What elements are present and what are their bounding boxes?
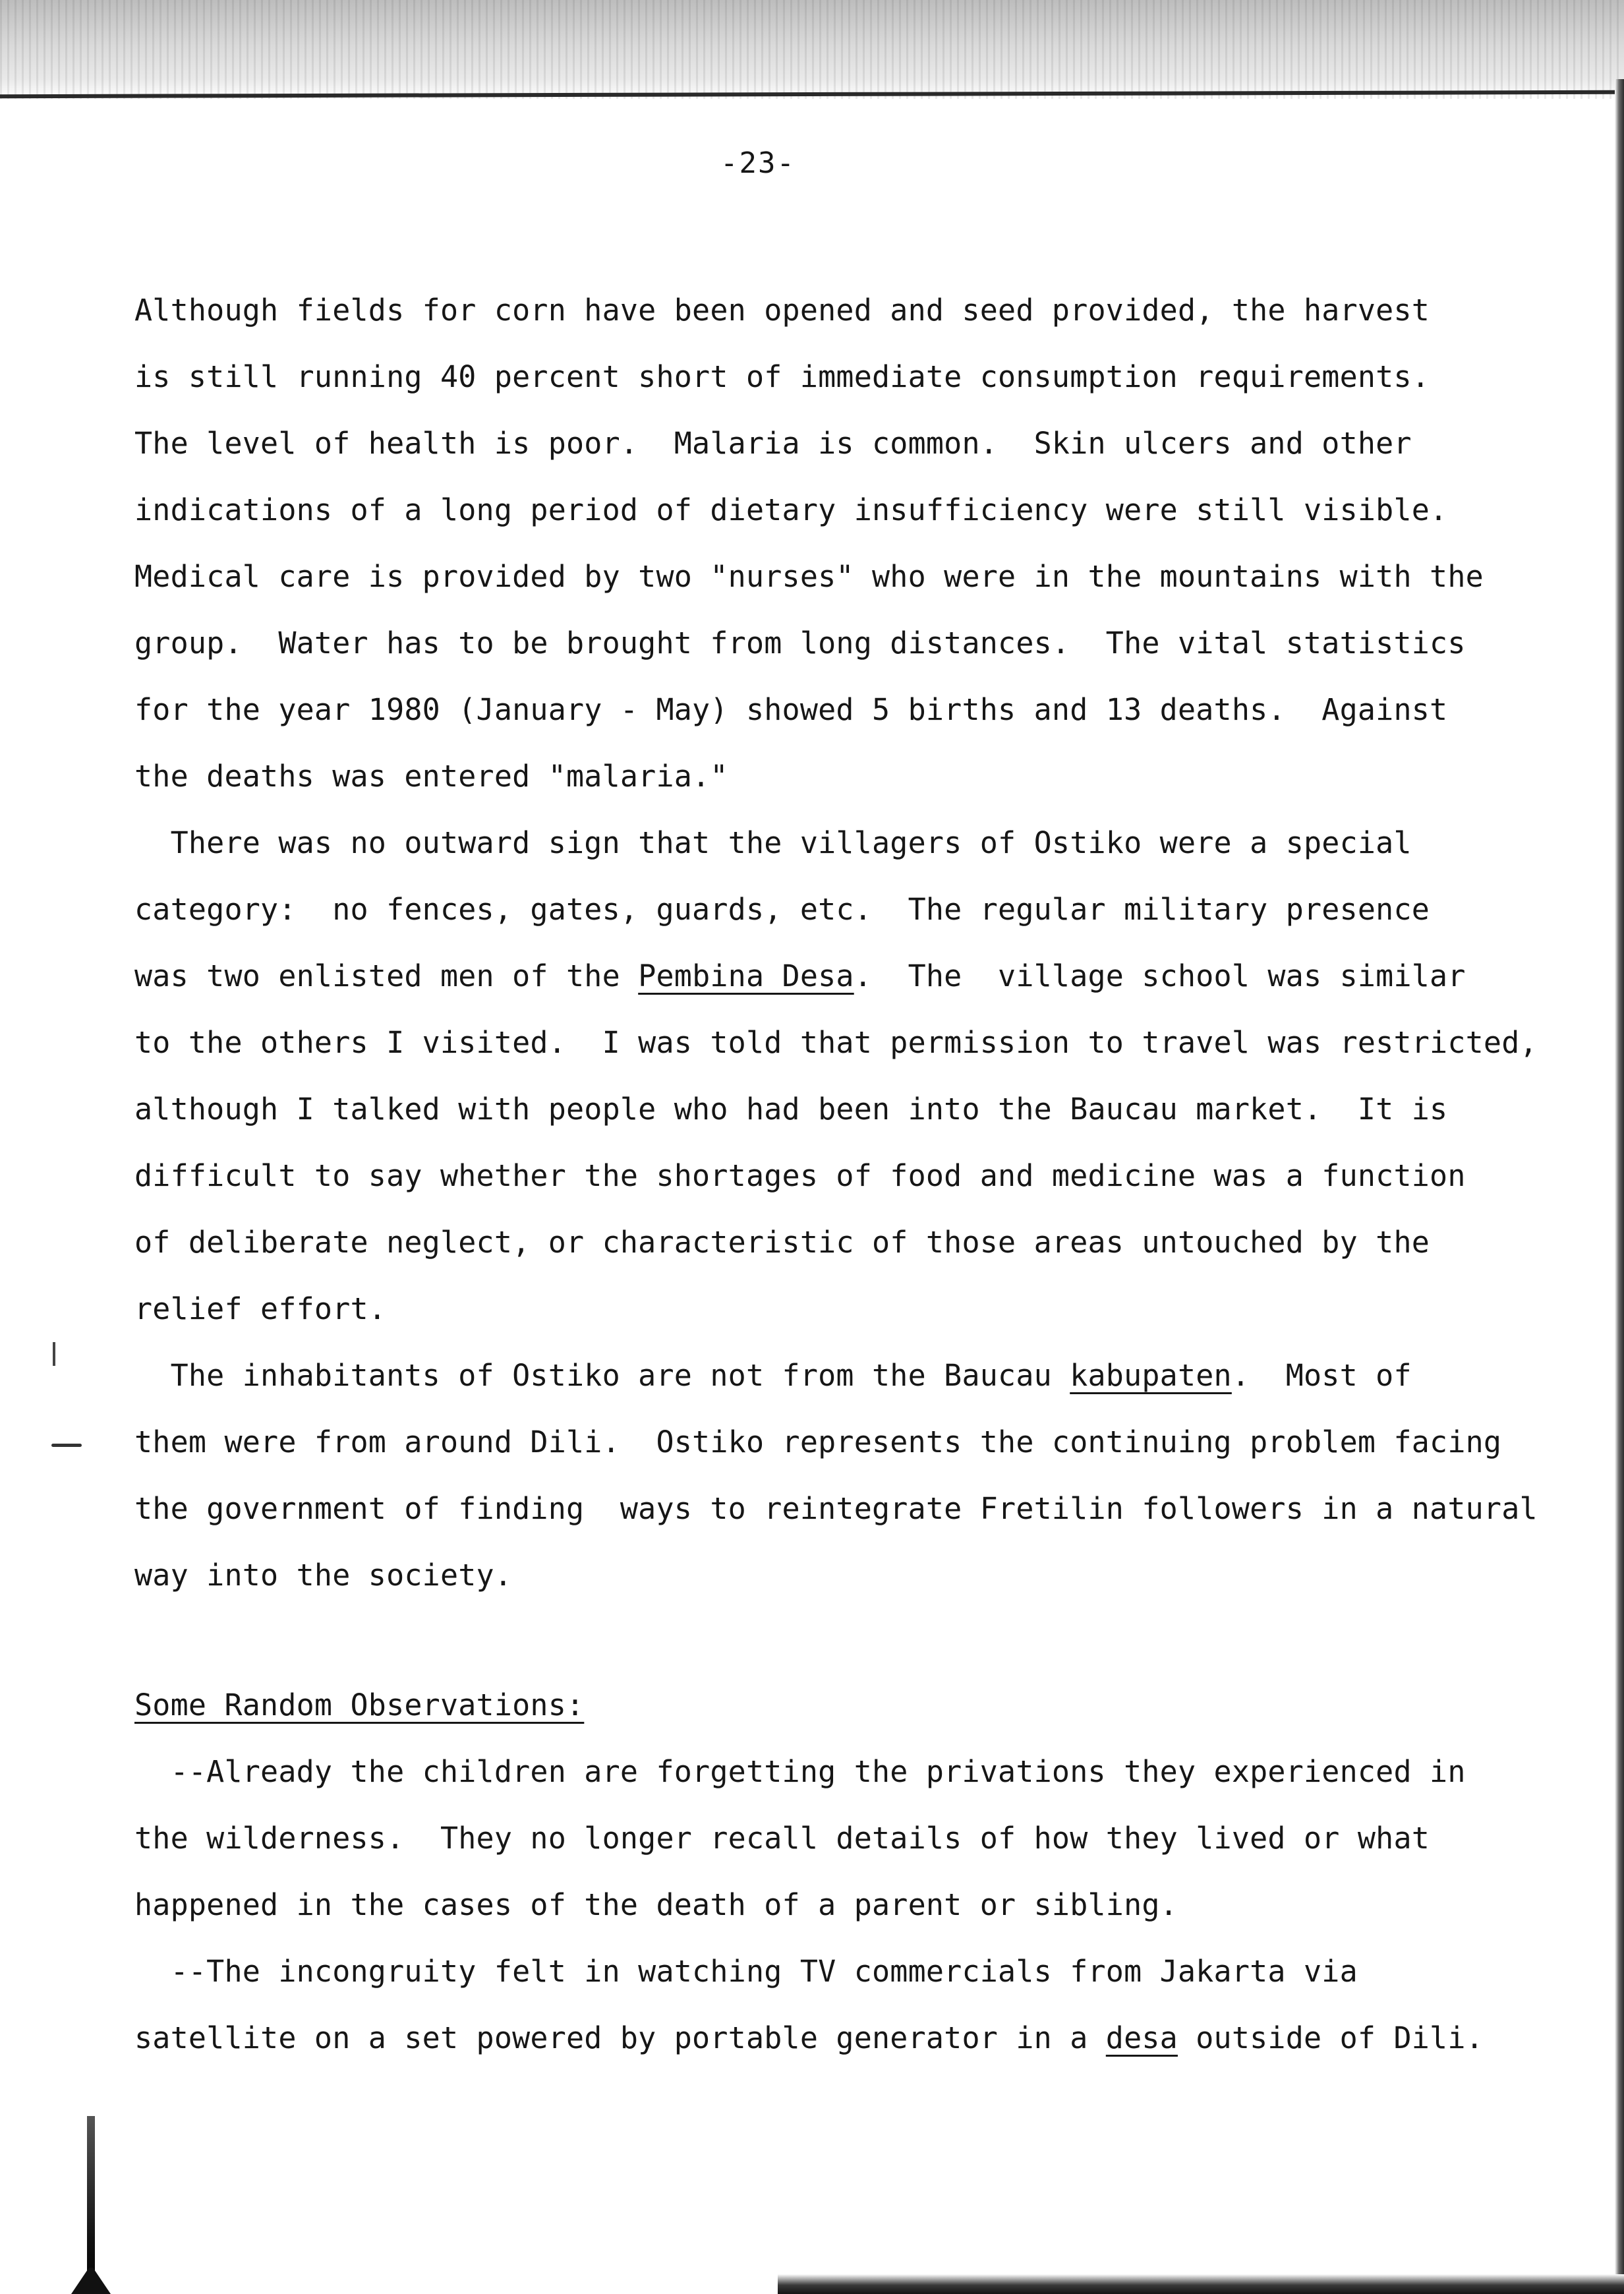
text-line: Although fields for corn have been opened and seed provided, the harvest [134,293,1430,328]
text-line: group. Water has to be brought from long distances. The vital statistics [134,626,1466,661]
observations-section [134,1672,1486,2071]
binding-mark [87,2116,95,2294]
text-line: the deaths was entered "malaria." [134,759,728,794]
section-gap [134,1608,1486,1672]
text-line: for the year 1980 (January - May) showed 5 births and 13 deaths. Against [134,692,1448,727]
text-line: relief effort. [134,1291,387,1326]
page-number: -23- [720,146,796,180]
scan-top-edge [0,0,1624,99]
text-line: of deliberate neglect, or characteristic of those areas untouched by the [134,1225,1430,1260]
text-line: to the others I visited. I was told that permission to travel was restricted, [134,1025,1538,1060]
text-line: Medical care is provided by two "nurses" who were in the mountains with the [134,559,1484,594]
margin-dash [51,1444,82,1447]
text-line: happened in the cases of the death of a parent or sibling. [134,1887,1178,1922]
document-body [134,277,1538,2071]
text-line: them were from around Dili. Ostiko represents the continuing problem facing [134,1425,1502,1459]
text-line: way into the society. [134,1558,513,1593]
paragraph-3 [134,1342,1538,1608]
paragraph-2 [134,809,1538,1342]
text-run: . Most of [1231,1358,1412,1393]
binding-mark-base [71,2268,111,2294]
text-run: outside of Dili. [1177,2020,1484,2055]
text-line: category: no fences, gates, guards, etc. The regular military presence [134,892,1430,927]
text-line: difficult to say whether the shortages of food and medicine was a function [134,1158,1466,1193]
text-line: is still running 40 percent short of immediate consumption requirements. [134,359,1430,394]
text-line: the government of finding ways to reintegrate Fretilin followers in a natural [134,1491,1538,1526]
text-run: satellite on a set powered by portable generator in a [134,2020,1106,2055]
underlined-term: desa [1105,2020,1178,2055]
text-line: --The incongruity felt in watching TV commercials from Jakarta via [134,1954,1358,1989]
text-line [134,1342,1486,1409]
underlined-term: Pembina Desa [638,958,854,993]
text-line: indications of a long period of dietary insufficiency were still visible. [134,492,1448,527]
underlined-term: kabupaten [1070,1358,1232,1393]
scan-right-edge [1615,79,1624,2294]
text-line [134,943,1486,1009]
text-line: although I talked with people who had been into the Baucau market. It is [134,1092,1448,1127]
text-line: --Already the children are forgetting the privations they experienced in [134,1754,1466,1789]
text-line [134,2005,1486,2071]
text-line: There was no outward sign that the villagers of Ostiko were a special [134,825,1412,860]
text-run: The inhabitants of Ostiko are not from the Baucau [134,1358,1070,1393]
text-line: The level of health is poor. Malaria is common. Skin ulcers and other [134,426,1412,461]
section-heading [134,1672,1486,1738]
text-line: the wilderness. They no longer recall details of how they lived or what [134,1821,1430,1856]
text-run: was two enlisted men of the [134,958,639,993]
scan-bottom-edge [778,2274,1624,2294]
text-run: . The village school was similar [854,958,1466,993]
paragraph-1 [134,277,1486,809]
margin-tick [53,1342,55,1366]
section-heading-text: Some Random Observations: [134,1688,585,1722]
